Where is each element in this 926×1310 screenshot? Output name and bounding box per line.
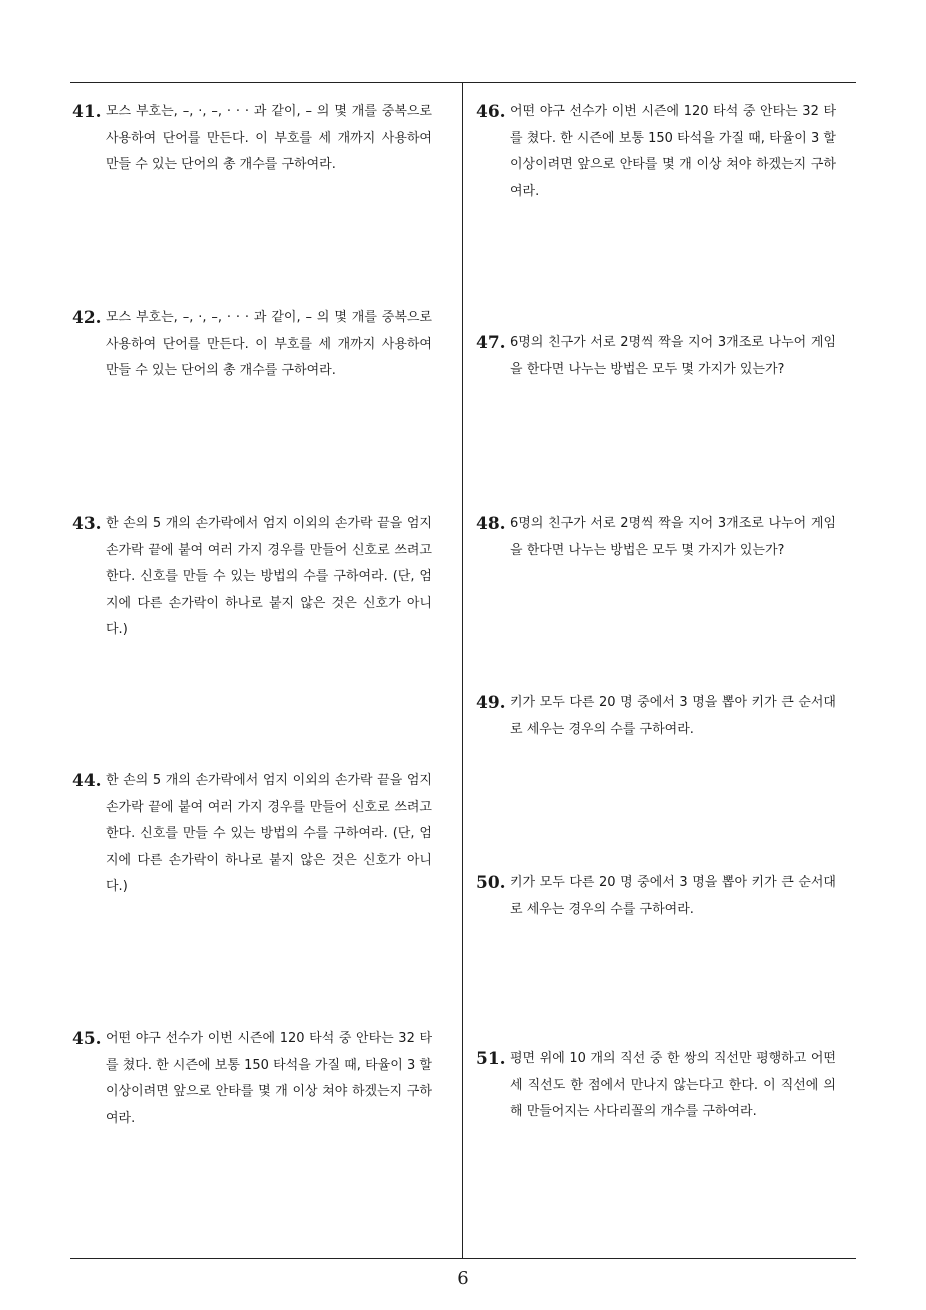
problem-number: 50. bbox=[476, 873, 506, 893]
problem-text: 모스 부호는, –, ·, –, · · · 과 같이, – 의 몇 개를 중복으로 사용하여 단어를 만든다. 이 부호를 세 개까지 사용하여 만들 수 있는 단어의 총 개수를 구하여라. bbox=[106, 104, 432, 172]
problem-number: 42. bbox=[72, 308, 102, 328]
problem-number: 45. bbox=[72, 1029, 102, 1049]
problem-text: 키가 모두 다른 20 명 중에서 3 명을 뽑아 키가 큰 순서대로 세우는 경우의 수를 구하여라. bbox=[510, 875, 836, 917]
problem-51 bbox=[476, 1046, 836, 1126]
problem-text: 어떤 야구 선수가 이번 시즌에 120 타석 중 안타는 32 타를 쳤다. 한 시즌에 보통 150 타석을 가질 때, 타율이 3 할 이상이려면 앞으로 안타를 몇 개 이상 쳐야 하겠는지 구하여라. bbox=[106, 1031, 432, 1126]
problem-number: 49. bbox=[476, 693, 506, 713]
problem-47 bbox=[476, 330, 836, 383]
problem-43 bbox=[72, 511, 432, 644]
problem-number: 41. bbox=[72, 102, 102, 122]
problem-44 bbox=[72, 768, 432, 901]
problem-number: 48. bbox=[476, 514, 506, 534]
problem-46 bbox=[476, 99, 836, 205]
problem-text: 키가 모두 다른 20 명 중에서 3 명을 뽑아 키가 큰 순서대로 세우는 경우의 수를 구하여라. bbox=[510, 695, 836, 737]
problem-text: 모스 부호는, –, ·, –, · · · 과 같이, – 의 몇 개를 중복으로 사용하여 단어를 만든다. 이 부호를 세 개까지 사용하여 만들 수 있는 단어의 총 개수를 구하여라. bbox=[106, 310, 432, 378]
problem-45 bbox=[72, 1026, 432, 1132]
problem-number: 44. bbox=[72, 771, 102, 791]
bottom-rule bbox=[70, 1258, 856, 1259]
problem-number: 51. bbox=[476, 1049, 506, 1069]
problem-number: 47. bbox=[476, 333, 506, 353]
problem-number: 46. bbox=[476, 102, 506, 122]
problem-42 bbox=[72, 305, 432, 385]
page-number: 6 bbox=[457, 1268, 469, 1289]
problem-text: 평면 위에 10 개의 직선 중 한 쌍의 직선만 평행하고 어떤 세 직선도 한 점에서 만나지 않는다고 한다. 이 직선에 의해 만들어지는 사다리꼴의 개수를 구하여라. bbox=[510, 1051, 836, 1119]
problem-text: 한 손의 5 개의 손가락에서 엄지 이외의 손가락 끝을 엄지손가락 끝에 붙여 여러 가지 경우를 만들어 신호로 쓰려고 한다. 신호를 만들 수 있는 방법의 수를 구하여라. (단, 엄지에 다른 손가락이 하나로 붙지 않은 것은 신호가 아니다.) bbox=[106, 773, 432, 894]
problem-text: 한 손의 5 개의 손가락에서 엄지 이외의 손가락 끝을 엄지손가락 끝에 붙여 여러 가지 경우를 만들어 신호로 쓰려고 한다. 신호를 만들 수 있는 방법의 수를 구하여라. (단, 엄지에 다른 손가락이 하나로 붙지 않은 것은 신호가 아니다.) bbox=[106, 516, 432, 637]
problem-41 bbox=[72, 99, 432, 179]
top-rule bbox=[70, 82, 856, 83]
column-divider bbox=[462, 82, 463, 1258]
problem-text: 6명의 친구가 서로 2명씩 짝을 지어 3개조로 나누어 게임을 한다면 나누는 방법은 모두 몇 가지가 있는가? bbox=[510, 516, 836, 558]
problem-text: 6명의 친구가 서로 2명씩 짝을 지어 3개조로 나누어 게임을 한다면 나누는 방법은 모두 몇 가지가 있는가? bbox=[510, 335, 836, 377]
problem-text: 어떤 야구 선수가 이번 시즌에 120 타석 중 안타는 32 타를 쳤다. 한 시즌에 보통 150 타석을 가질 때, 타율이 3 할 이상이려면 앞으로 안타를 몇 개 이상 쳐야 하겠는지 구하여라. bbox=[510, 104, 836, 199]
problem-50 bbox=[476, 870, 836, 923]
problem-49 bbox=[476, 690, 836, 743]
problem-number: 43. bbox=[72, 514, 102, 534]
problem-48 bbox=[476, 511, 836, 564]
